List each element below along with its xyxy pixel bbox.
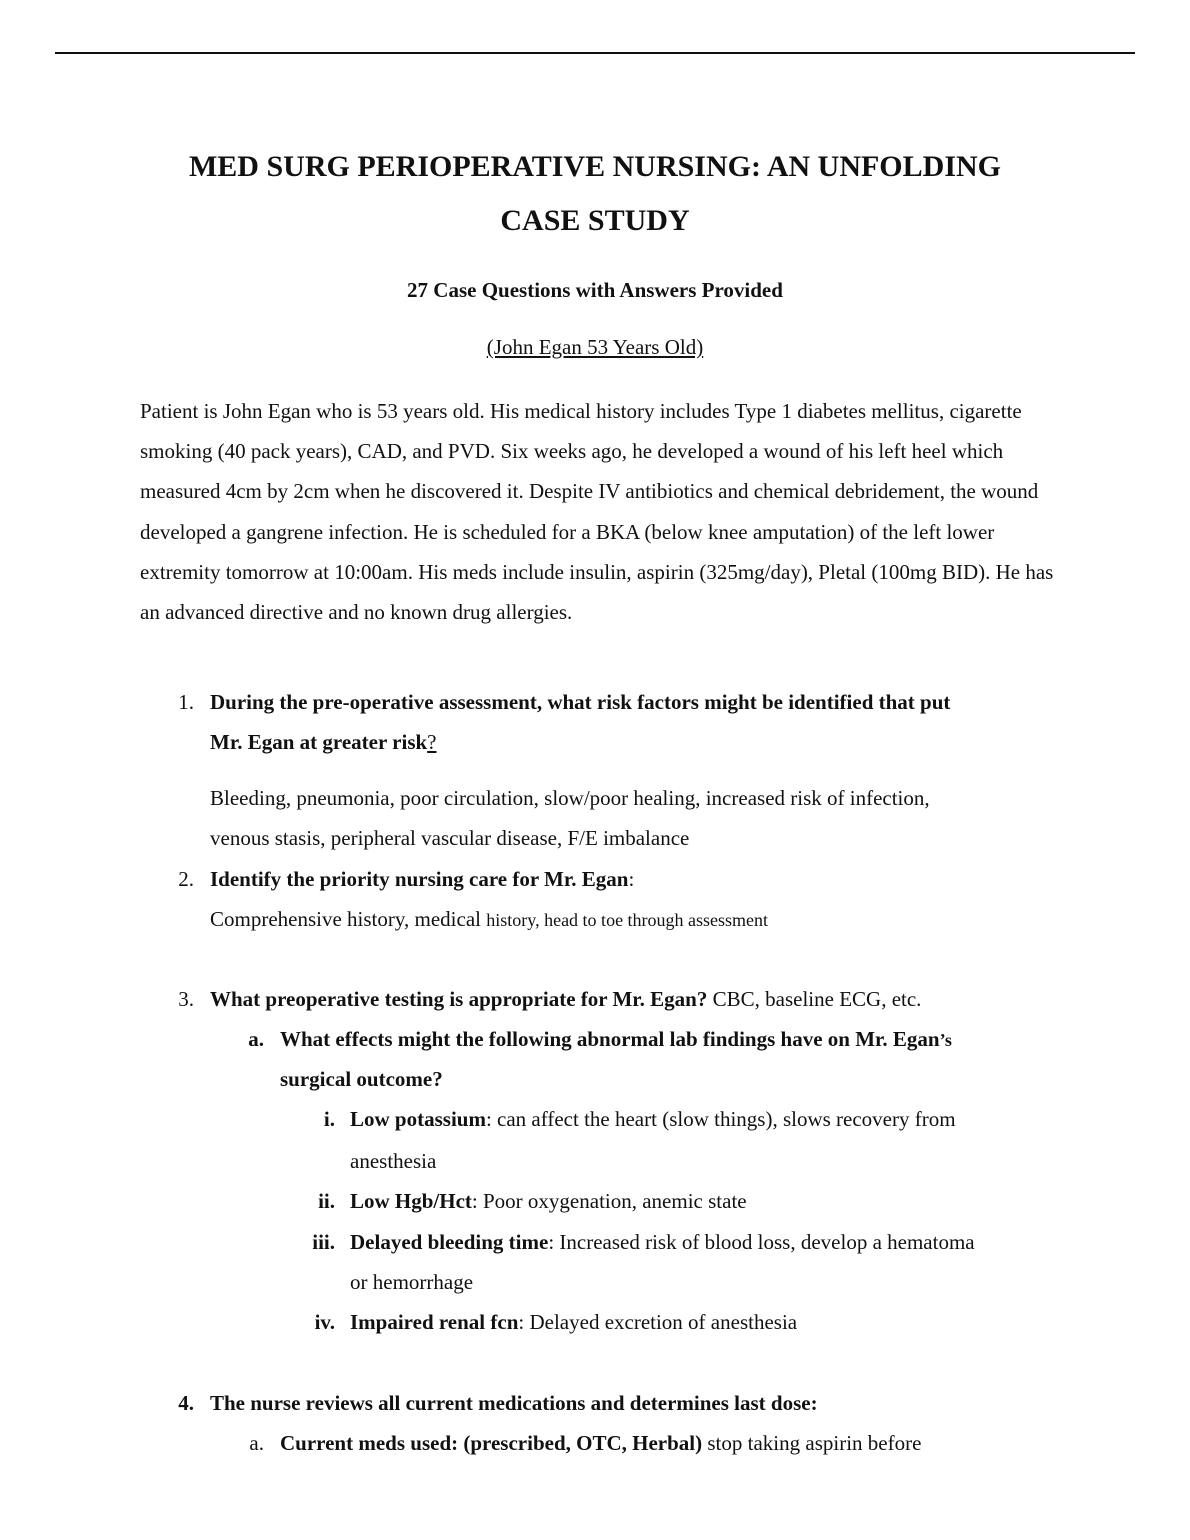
top-rule: [55, 52, 1135, 54]
q4a-text: stop taking aspirin before: [702, 1431, 922, 1455]
q3a-item-term: Impaired renal fcn: [350, 1310, 519, 1334]
q3a-apostrophe: ’s: [939, 1030, 952, 1050]
q3a-line1: [280, 1027, 952, 1052]
q3a-item-text: : Delayed excretion of anesthesia: [518, 1310, 798, 1334]
q3-number: 3.: [178, 987, 194, 1011]
document-title-line1: MED SURG PERIOPERATIVE NURSING: AN UNFOLDING: [188, 150, 1001, 183]
document-subtitle: 27 Case Questions with Answers Provided: [407, 278, 783, 302]
document-title-line2: CASE STUDY: [500, 204, 690, 237]
q4a-term: Current meds used: (prescribed, OTC, Herbal): [280, 1431, 703, 1455]
q3a-item-number: iii.: [312, 1230, 335, 1254]
q3a-item: [350, 1230, 975, 1255]
q3a-item-continuation: anesthesia: [350, 1149, 437, 1173]
q1-question-line2: [210, 730, 437, 755]
q4-number: 4.: [178, 1391, 194, 1415]
q3a-item: [350, 1189, 747, 1214]
q3a-item-term: Low Hgb/Hct: [350, 1189, 472, 1213]
q2-question-text: Identify the priority nursing care for Mr. Egan: [210, 867, 629, 891]
q3-question-text: What preoperative testing is appropriate for Mr. Egan?: [210, 987, 708, 1011]
q3a-item-number: i.: [323, 1107, 335, 1131]
q3a-item-number: iv.: [314, 1310, 335, 1334]
q2-number: 2.: [178, 867, 194, 891]
q2-colon: :: [628, 867, 635, 891]
q2-answer: [210, 907, 768, 932]
q3a-label: a.: [248, 1027, 264, 1051]
q3a-item-continuation: or hemorrhage: [350, 1270, 474, 1294]
q3a-item-term: Delayed bleeding time: [350, 1230, 549, 1254]
q4-question: The nurse reviews all current medications and determines last dose:: [210, 1391, 818, 1415]
q2-question: [210, 867, 634, 892]
q2-answer-part1: Comprehensive history, medical: [210, 907, 487, 931]
q4a-line: [280, 1431, 921, 1456]
q3-question: [210, 987, 921, 1012]
q3a-item-number: ii.: [318, 1189, 335, 1213]
q3a-item: [350, 1107, 956, 1132]
intro-paragraph: Patient is John Egan who is 53 years old. His medical history includes Type 1 diabetes mellitus, cigarette smoking (40 pack years), CAD, and PVD. Six weeks ago, he developed a wound of his left heel which measured 4cm by 2cm when he discovered it. Despite IV antibiotics and chemical debridement, the wound developed a gangrene infection. He is scheduled for a BKA (below knee amputation) of the left lower extremity tomorrow at 10:00am. His meds include insulin, aspirin (325mg/day), Pletal (100mg BID). He has an advanced directive and no known drug allergies.: [140, 399, 1054, 625]
q3a-item-text: : Poor oxygenation, anemic state: [471, 1189, 747, 1213]
q4a-label: a.: [249, 1431, 264, 1455]
q3a-item-term: Low potassium: [350, 1107, 486, 1131]
q2-answer-part2: history, head to toe through assessment: [486, 910, 769, 930]
q1-answer-line1: Bleeding, pneumonia, poor circulation, slow/poor healing, increased risk of infection,: [210, 786, 930, 810]
q1-question-line2-text: Mr. Egan at greater risk: [210, 730, 428, 754]
q1-question-line1: During the pre-operative assessment, what risk factors might be identified that put: [210, 690, 951, 714]
q3a-item-text: : Increased risk of blood loss, develop a hematoma: [548, 1230, 975, 1254]
q3a-line2: surgical outcome?: [280, 1067, 443, 1091]
q3a-item: [350, 1310, 797, 1335]
q1-question-mark: ?: [427, 730, 437, 754]
patient-label: (John Egan 53 Years Old): [486, 335, 704, 359]
q3a-item-text: : can affect the heart (slow things), slows recovery from: [485, 1107, 956, 1131]
q3a-line1-text: What effects might the following abnormal lab findings have on Mr. Egan: [280, 1027, 940, 1051]
q1-answer-line2: venous stasis, peripheral vascular disease, F/E imbalance: [210, 826, 690, 850]
q3-answer: CBC, baseline ECG, etc.: [707, 987, 922, 1011]
q1-number: 1.: [178, 690, 194, 714]
